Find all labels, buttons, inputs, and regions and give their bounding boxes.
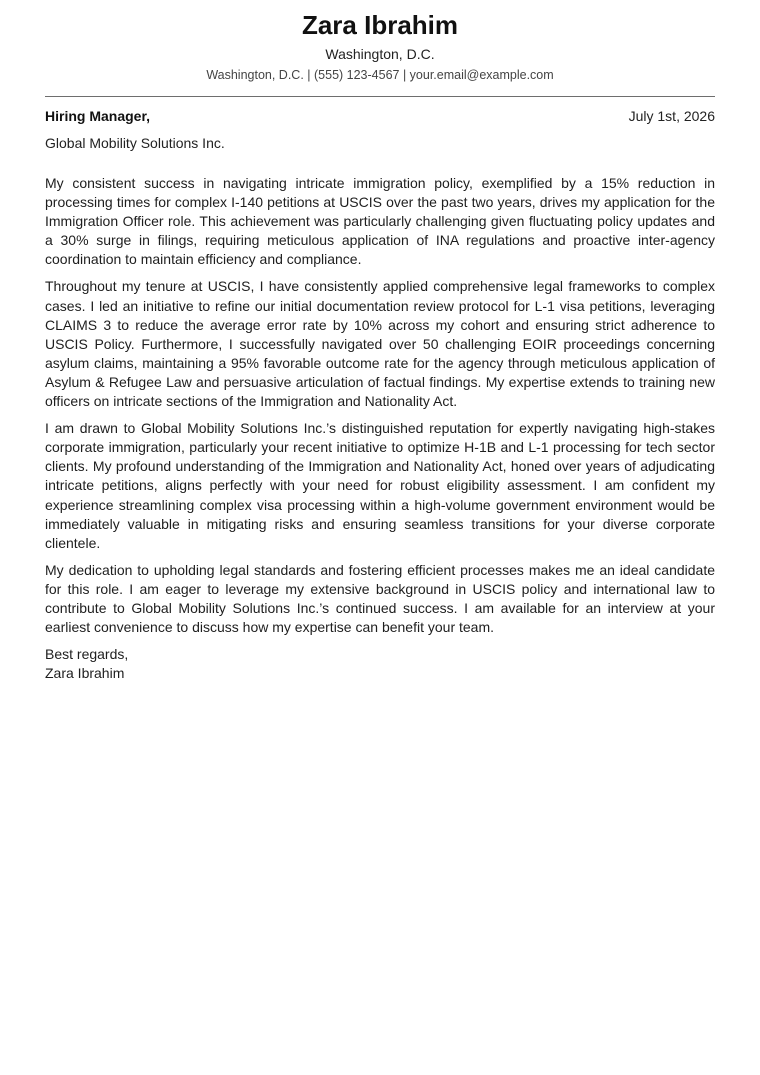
letter-body [45, 174, 715, 637]
contact-line: Washington, D.C. | (555) 123-4567 | your.email@example.com [206, 68, 554, 82]
signature-name: Zara Ibrahim [45, 665, 125, 682]
cover-letter-page [45, 0, 715, 683]
body-paragraph: Throughout my tenure at USCIS, I have consistently applied comprehensive legal frameworks to complex cases. I led an initiative to refine our initial documentation review protocol for L-1 visa petitions, leveraging CLAIMS 3 to reduce the average error rate by 10% across my cohort and ensuring strict adherence to USCIS Policy. Furthermore, I successfully navigated over 50 challenging EOIR proceedings concerning asylum claims, maintaining a 95% favorable outcome rate for the agency through meticulous application of Asylum & Refugee Law and persuasive articulation of factual findings. My expertise extends to training new officers on intricate sections of the Immigration and Nationality Act. [45, 278, 715, 410]
applicant-name: Zara Ibrahim [301, 10, 459, 40]
letter-closing [45, 645, 715, 683]
body-paragraph: My dedication to upholding legal standards and fostering efficient processes makes me an ideal candidate for this role. I am eager to leverage my extensive background in USCIS policy and international law to contribute to Global Mobility Solutions Inc.’s continued success. I am available for an interview at your earliest convenience to discuss how my expertise can benefit your team. [45, 561, 715, 636]
recipient-company: Global Mobility Solutions Inc. [45, 135, 225, 151]
body-paragraph: I am drawn to Global Mobility Solutions Inc.’s distinguished reputation for expertly navigating high-stakes corporate immigration, particularly your recent initiative to optimize H-1B and L-1 processing for tech sector clients. My profound understanding of the Immigration and Nationality Act, honed over years of adjudicating intricate petitions, aligns perfectly with your need for robust eligibility assessment. I am confident my experience streamlining complex visa processing within a high-volume government environment would be immediately valuable in mitigating risks and ensuring seamless transitions for your diverse corporate clientele. [45, 420, 715, 551]
letter-date: July 1st, 2026 [628, 108, 715, 124]
closing-phrase: Best regards, [45, 646, 129, 663]
recipient-salutation: Hiring Manager, [45, 108, 151, 124]
letter-header [45, 0, 715, 83]
recipient-date-row [45, 107, 715, 126]
body-paragraph: My consistent success in navigating intricate immigration policy, exemplified by a 15% reduction in processing times for complex I-140 petitions at USCIS over the past two years, drives my application for the Immigration Officer role. This achievement was particularly challenging given fluctuating policy updates and a 30% surge in filings, requiring meticulous application of INA regulations and proactive inter-agency coordination to maintain efficiency and compliance. [45, 175, 715, 268]
header-divider [45, 96, 715, 97]
applicant-location: Washington, D.C. [325, 46, 435, 62]
